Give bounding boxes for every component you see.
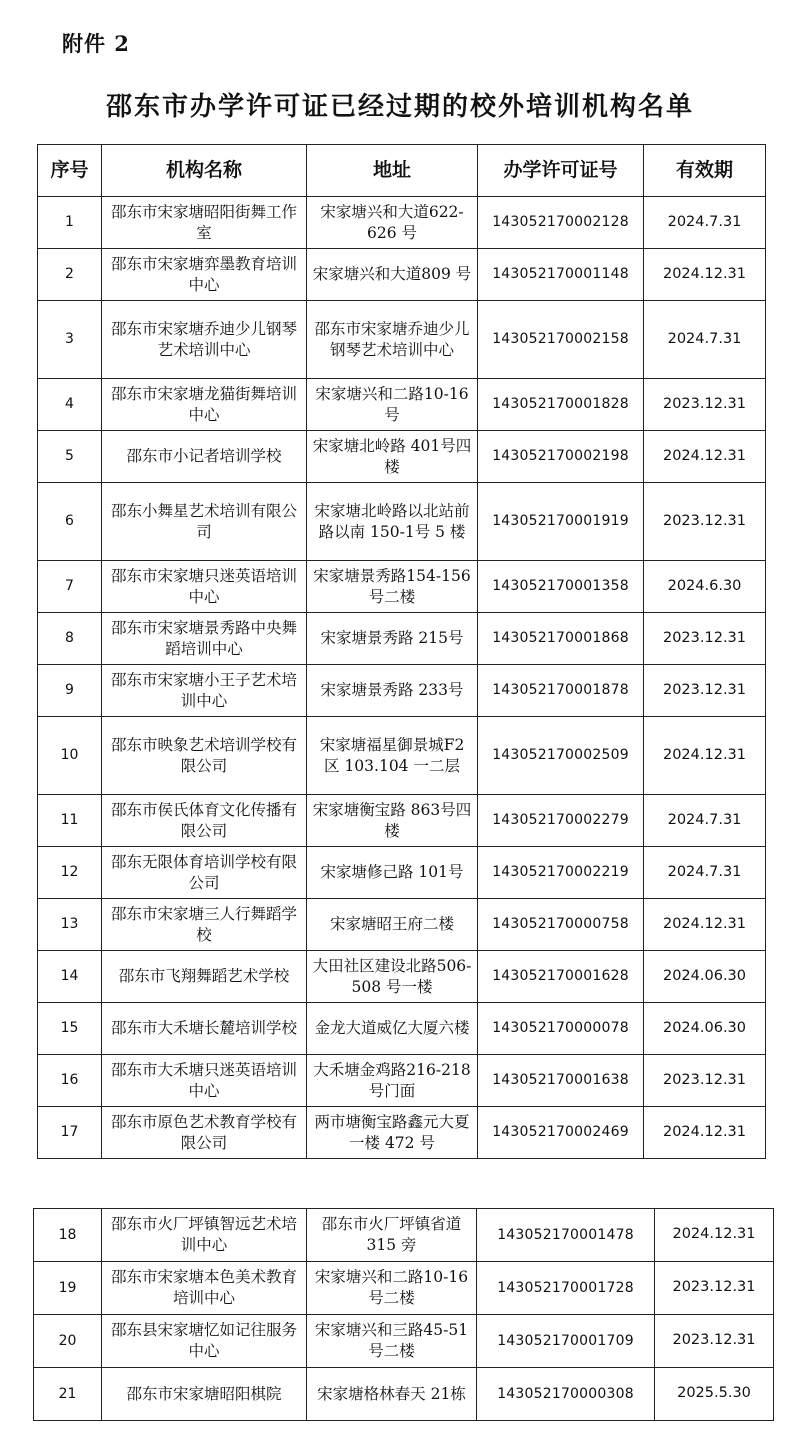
- row-address: 金龙大道威亿大厦六楼: [307, 1003, 478, 1055]
- row-license: 143052170002198: [478, 431, 644, 483]
- row-name: 邵东市大禾塘长麓培训学校: [102, 1003, 307, 1055]
- row-address: 大田社区建设北路506-508 号一楼: [307, 951, 478, 1003]
- table-row: [38, 197, 766, 249]
- row-address: 宋家塘兴和大道809 号: [307, 249, 478, 301]
- table-row: [34, 1368, 774, 1421]
- row-validity: 2024.12.31: [644, 249, 766, 301]
- row-name: 邵东市火厂坪镇智远艺术培训中心: [102, 1209, 307, 1262]
- row-name: 邵东市宋家塘乔迪少儿钢琴艺术培训中心: [102, 301, 307, 379]
- table-row: [34, 1315, 774, 1368]
- row-name: 邵东市宋家塘小王子艺术培训中心: [102, 665, 307, 717]
- table-row: [38, 249, 766, 301]
- row-address: 宋家塘修己路 101号: [307, 847, 478, 899]
- row-name: 邵东市宋家塘昭阳街舞工作室: [102, 197, 307, 249]
- row-license: 143052170001638: [478, 1055, 644, 1107]
- table-row: [38, 1107, 766, 1159]
- row-address: 宋家塘兴和二路10-16 号二楼: [307, 1262, 477, 1315]
- row-address: 宋家塘兴和三路45-51 号二楼: [307, 1315, 477, 1368]
- row-name: 邵东市宋家塘三人行舞蹈学校: [102, 899, 307, 951]
- row-license: 143052170002128: [478, 197, 644, 249]
- row-name: 邵东市宋家塘昭阳棋院: [102, 1368, 307, 1421]
- header-address: 地址: [307, 145, 478, 197]
- row-validity: 2023.12.31: [644, 483, 766, 561]
- row-validity: 2023.12.31: [655, 1315, 774, 1368]
- table-row: [38, 899, 766, 951]
- row-validity: 2024.7.31: [644, 847, 766, 899]
- row-license: 143052170000078: [478, 1003, 644, 1055]
- row-name: 邵东市映象艺术培训学校有限公司: [102, 717, 307, 795]
- row-license: 143052170001728: [477, 1262, 655, 1315]
- row-validity: 2023.12.31: [644, 379, 766, 431]
- row-name: 邵东小舞星艺术培训有限公司: [102, 483, 307, 561]
- institution-table-continued: [33, 1208, 774, 1421]
- row-no: 5: [38, 431, 102, 483]
- row-name: 邵东市小记者培训学校: [102, 431, 307, 483]
- row-validity: 2024.12.31: [644, 1107, 766, 1159]
- row-validity: 2024.06.30: [644, 951, 766, 1003]
- header-validity: 有效期: [644, 145, 766, 197]
- row-validity: 2023.12.31: [644, 665, 766, 717]
- row-no: 9: [38, 665, 102, 717]
- row-license: 143052170001628: [478, 951, 644, 1003]
- row-license: 143052170001358: [478, 561, 644, 613]
- table-row: [38, 717, 766, 795]
- row-name: 邵东市宋家塘龙猫街舞培训中心: [102, 379, 307, 431]
- row-no: 8: [38, 613, 102, 665]
- table-row: [38, 1055, 766, 1107]
- row-no: 2: [38, 249, 102, 301]
- row-name: 邵东市宋家塘弈墨教育培训中心: [102, 249, 307, 301]
- row-no: 10: [38, 717, 102, 795]
- institution-table: [37, 144, 766, 1159]
- table-row: [38, 951, 766, 1003]
- table-row: [38, 483, 766, 561]
- row-name: 邵东市原色艺术教育学校有限公司: [102, 1107, 307, 1159]
- row-no: 1: [38, 197, 102, 249]
- table-row: [34, 1209, 774, 1262]
- row-address: 宋家塘兴和大道622-626 号: [307, 197, 478, 249]
- row-validity: 2024.12.31: [644, 899, 766, 951]
- table-row: [38, 1003, 766, 1055]
- row-address: 大禾塘金鸡路216-218 号门面: [307, 1055, 478, 1107]
- row-validity: 2024.6.30: [644, 561, 766, 613]
- row-validity: 2023.12.31: [644, 613, 766, 665]
- header-license: 办学许可证号: [478, 145, 644, 197]
- row-address: 宋家塘衡宝路 863号四楼: [307, 795, 478, 847]
- row-license: 143052170001919: [478, 483, 644, 561]
- row-license: 143052170001709: [477, 1315, 655, 1368]
- row-no: 3: [38, 301, 102, 379]
- row-no: 15: [38, 1003, 102, 1055]
- row-name: 邵东县宋家塘忆如记往服务中心: [102, 1315, 307, 1368]
- row-no: 20: [34, 1315, 102, 1368]
- row-license: 143052170001828: [478, 379, 644, 431]
- row-no: 14: [38, 951, 102, 1003]
- row-validity: 2024.7.31: [644, 197, 766, 249]
- row-validity: 2024.7.31: [644, 795, 766, 847]
- row-name: 邵东市宋家塘本色美术教育培训中心: [102, 1262, 307, 1315]
- row-address: 宋家塘景秀路154-156 号二楼: [307, 561, 478, 613]
- row-address: 宋家塘北岭路以北站前路以南 150-1号 5 楼: [307, 483, 478, 561]
- row-license: 143052170002219: [478, 847, 644, 899]
- row-address: 两市塘衡宝路鑫元大夏一楼 472 号: [307, 1107, 478, 1159]
- table-row: [38, 795, 766, 847]
- row-validity: 2024.12.31: [644, 431, 766, 483]
- row-validity: 2025.5.30: [655, 1368, 774, 1421]
- row-name: 邵东市大禾塘只迷英语培训中心: [102, 1055, 307, 1107]
- annex-label: 附件 2: [62, 31, 130, 56]
- row-name: 邵东市宋家塘景秀路中央舞蹈培训中心: [102, 613, 307, 665]
- row-name: 邵东市飞翔舞蹈艺术学校: [102, 951, 307, 1003]
- row-no: 21: [34, 1368, 102, 1421]
- row-address: 邵东市宋家塘乔迪少儿钢琴艺术培训中心: [307, 301, 478, 379]
- row-validity: 2024.12.31: [655, 1209, 774, 1262]
- table-row: [38, 665, 766, 717]
- row-address: 宋家塘昭王府二楼: [307, 899, 478, 951]
- row-no: 11: [38, 795, 102, 847]
- table-row: [38, 561, 766, 613]
- row-validity: 2024.12.31: [644, 717, 766, 795]
- row-no: 19: [34, 1262, 102, 1315]
- row-address: 宋家塘北岭路 401号四楼: [307, 431, 478, 483]
- row-address: 宋家塘景秀路 233号: [307, 665, 478, 717]
- table-header-row: [38, 145, 766, 197]
- document-title: 邵东市办学许可证已经过期的校外培训机构名单: [105, 92, 694, 122]
- row-no: 17: [38, 1107, 102, 1159]
- row-name: 邵东无限体育培训学校有限公司: [102, 847, 307, 899]
- row-license: 143052170001478: [477, 1209, 655, 1262]
- row-no: 4: [38, 379, 102, 431]
- row-validity: 2023.12.31: [655, 1262, 774, 1315]
- row-license: 143052170000758: [478, 899, 644, 951]
- header-name: 机构名称: [102, 145, 307, 197]
- row-name: 邵东市宋家塘只迷英语培训中心: [102, 561, 307, 613]
- row-validity: 2023.12.31: [644, 1055, 766, 1107]
- row-address: 宋家塘兴和二路10-16 号: [307, 379, 478, 431]
- row-license: 143052170000308: [477, 1368, 655, 1421]
- row-license: 143052170001148: [478, 249, 644, 301]
- row-no: 13: [38, 899, 102, 951]
- table-row: [38, 613, 766, 665]
- table-row: [38, 847, 766, 899]
- row-name: 邵东市侯氏体育文化传播有限公司: [102, 795, 307, 847]
- row-license: 143052170001868: [478, 613, 644, 665]
- row-license: 143052170002509: [478, 717, 644, 795]
- row-no: 16: [38, 1055, 102, 1107]
- row-no: 7: [38, 561, 102, 613]
- table-row: [38, 379, 766, 431]
- row-license: 143052170002158: [478, 301, 644, 379]
- row-no: 12: [38, 847, 102, 899]
- row-license: 143052170002469: [478, 1107, 644, 1159]
- row-validity: 2024.06.30: [644, 1003, 766, 1055]
- row-no: 18: [34, 1209, 102, 1262]
- header-no: 序号: [38, 145, 102, 197]
- row-license: 143052170001878: [478, 665, 644, 717]
- row-address: 宋家塘福星御景城F2 区 103.104 一二层: [307, 717, 478, 795]
- table-row: [38, 431, 766, 483]
- row-no: 6: [38, 483, 102, 561]
- row-validity: 2024.7.31: [644, 301, 766, 379]
- row-address: 宋家塘格林春天 21栋: [307, 1368, 477, 1421]
- row-address: 宋家塘景秀路 215号: [307, 613, 478, 665]
- row-license: 143052170002279: [478, 795, 644, 847]
- table-row: [38, 301, 766, 379]
- table-row: [34, 1262, 774, 1315]
- row-address: 邵东市火厂坪镇省道 315 旁: [307, 1209, 477, 1262]
